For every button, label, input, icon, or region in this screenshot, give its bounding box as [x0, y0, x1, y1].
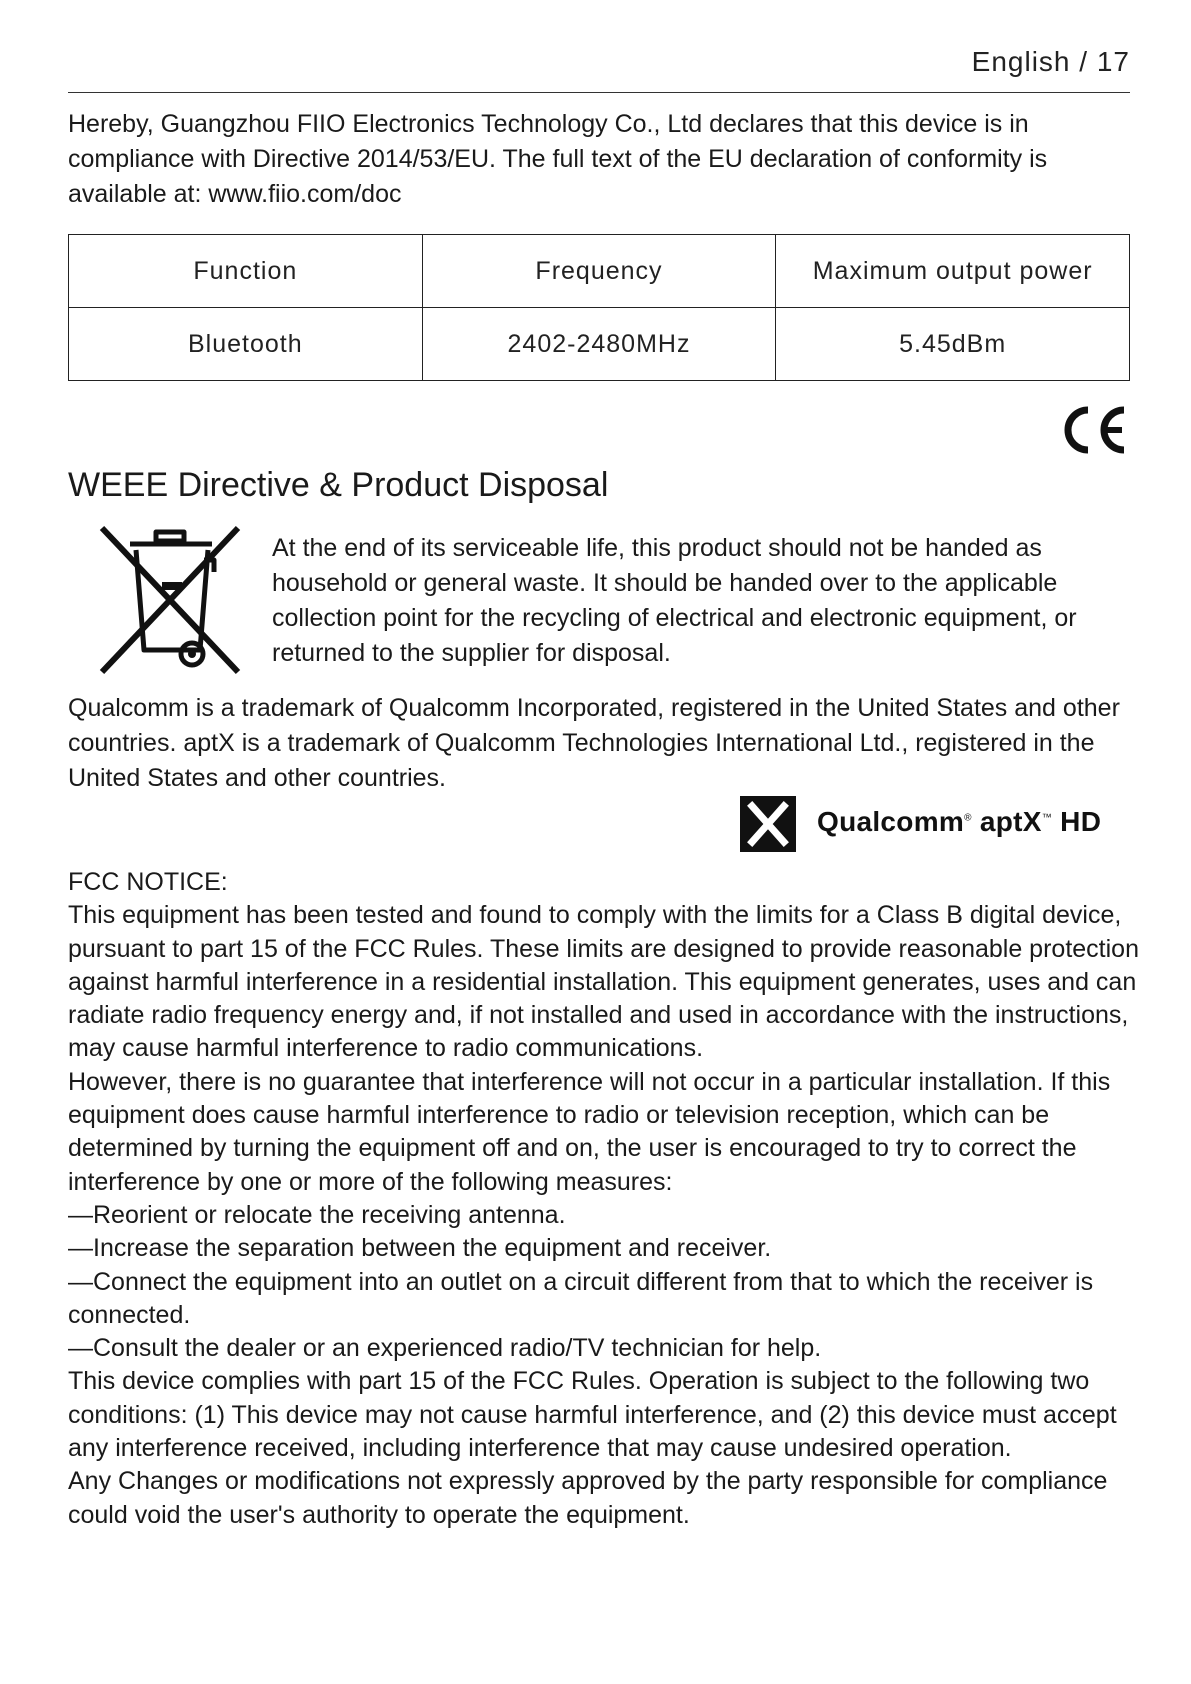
- cell-function: Bluetooth: [69, 308, 423, 381]
- ce-mark-icon: [1062, 405, 1130, 455]
- aptx-suffix: HD: [1060, 806, 1102, 837]
- spec-table: [68, 234, 1130, 381]
- fcc-paragraph-1: This equipment has been tested and found to comply with the limits for a Class B digital device, pursuant to part 15 of the FCC Rules. These limits are designed to provide reasonable protection against harmful interference in a residential installation. This equipment generates, uses and can radiate radio frequency energy and, if not installed and used in accordance with the instructions, may cause harmful interference to radio communications.: [68, 901, 1139, 1063]
- fcc-paragraph-4: Any Changes or modifications not expressly approved by the party responsible for compliance could void the user's authority to operate the equipment.: [68, 1467, 1108, 1529]
- page-header: [68, 46, 1130, 93]
- fcc-measure-3: —Connect the equipment into an outlet on a circuit different from that to which the receiver is connected.: [68, 1267, 1094, 1329]
- aptx-x-icon: [740, 796, 796, 852]
- fcc-measure-2: —Increase the separation between the equipment and receiver.: [68, 1234, 772, 1263]
- aptx-wordmark: Qualcomm® aptX™ HD: [817, 806, 1102, 837]
- cell-frequency: 2402-2480MHz: [422, 308, 776, 381]
- header-max-output-power: Maximum output power: [776, 235, 1130, 308]
- trademark-text: Qualcomm is a trademark of Qualcomm Incorporated, registered in the United States and other countries. aptX is a trademark of Qualcomm Technologies International Ltd., registered in the United States and other countries.: [68, 694, 1120, 792]
- aptx-product: aptX: [979, 806, 1042, 837]
- fcc-title: FCC NOTICE:: [68, 868, 228, 896]
- qualcomm-aptx-hd-logo: [740, 796, 1100, 856]
- weee-disposal-text: At the end of its serviceable life, this product should not be handed as household or general waste. It should be handed over to the applicable collection point for the recycling of electrical and electronic equipment, or returned to the supplier for disposal.: [272, 534, 1077, 667]
- crossed-out-bin-icon: [96, 522, 246, 680]
- eu-declaration-text: Hereby, Guangzhou FIIO Electronics Technology Co., Ltd declares that this device is in compliance with Directive 2014/53/EU. The full text of the EU declaration of conformity is available at: www.fiio.com/doc: [68, 110, 1048, 208]
- page-number: English / 17: [971, 46, 1130, 77]
- fcc-paragraph-2: However, there is no guarantee that interference will not occur in a particular installation. If this equipment does cause harmful interference to radio or television reception, which can be determined by turning the equipment off and on, the user is encouraged to try to correct the interference by one or more of the following measures:: [68, 1067, 1111, 1196]
- fcc-notice: [68, 866, 1143, 1532]
- fcc-measure-1: —Reorient or relocate the receiving antenna.: [68, 1200, 566, 1229]
- header-frequency: Frequency: [422, 235, 776, 308]
- fcc-measure-4: —Consult the dealer or an experienced radio/TV technician for help.: [68, 1334, 822, 1363]
- weee-heading: WEEE Directive & Product Disposal: [68, 466, 609, 504]
- header-function: Function: [69, 235, 423, 308]
- cell-max-output-power: 5.45dBm: [776, 308, 1130, 381]
- aptx-brand: Qualcomm: [817, 806, 965, 837]
- table-row: [69, 308, 1130, 381]
- fcc-paragraph-3: This device complies with part 15 of the FCC Rules. Operation is subject to the following two conditions: (1) This device may not cause harmful interference, and (2) this device must accept any interference received, including interference that may cause undesired operation.: [68, 1367, 1117, 1463]
- table-header-row: [69, 235, 1130, 308]
